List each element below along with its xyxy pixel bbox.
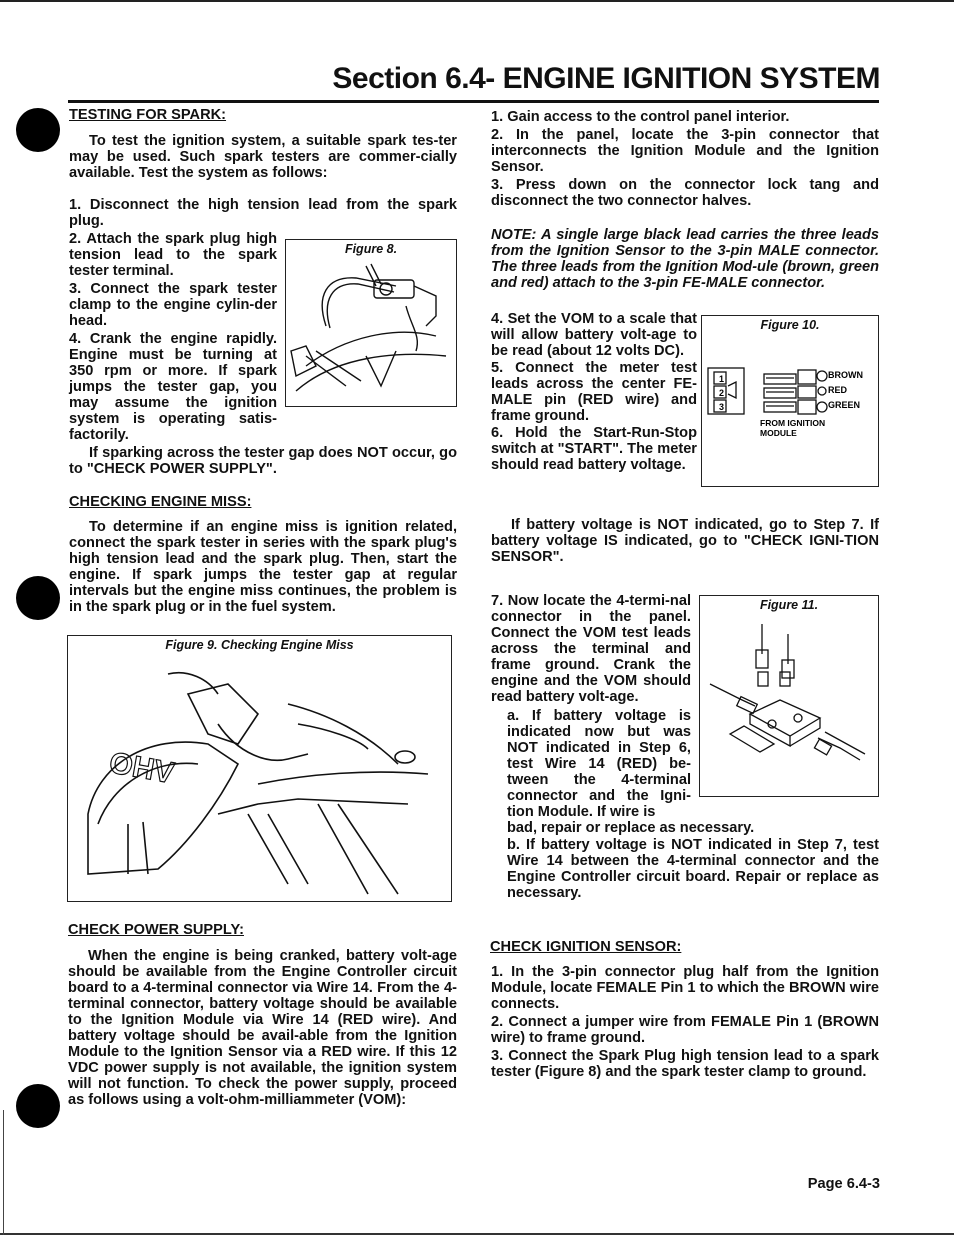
terminal-steps-wrap bbox=[491, 593, 691, 820]
wire-red-label: RED bbox=[828, 385, 848, 395]
scan-edge-top bbox=[0, 0, 954, 2]
power-text: When the engine is being cranked, battery volt-age should be available from the Engine Controller circuit board to a 4-terminal connector via Wire 14. From the 4-terminal connector, battery voltage should be available to the Ignition Module via Wire 14 (RED wire). And battery voltage should be avail-able from the Ignition Module to the Ignition Sensor via a RED wire. If this 12 VDC power supply is not available, the ignition system will not function. To check the power supply, proceed as follows using a volt-ohm-milliammeter (VOM): bbox=[68, 948, 457, 1108]
title-rule bbox=[68, 100, 879, 103]
figure-9-label: Figure 9. Checking Engine Miss bbox=[165, 638, 354, 652]
scan-edge-bottom bbox=[0, 1233, 954, 1235]
power-step-1: 1. Gain access to the control panel interior. bbox=[491, 109, 790, 125]
power-step-7: 7. Now locate the 4-termi-nal connector in the panel. Connect the VOM test leads across the terminal and frame ground. Crank the engine and the VOM should read battery volt-age. bbox=[491, 593, 691, 705]
engine-ohv-marking: OHV bbox=[106, 746, 177, 791]
spark-step-2: 2. Attach the spark plug high tension lead to the spark tester terminal. bbox=[69, 231, 277, 279]
connector-diagram bbox=[702, 356, 878, 486]
from-module-line2: MODULE bbox=[760, 428, 797, 438]
power-step-3: 3. Press down on the connector lock tang and disconnect the two connector halves. bbox=[491, 177, 879, 209]
sensor-step-1: 1. In the 3-pin connector plug half from the Ignition Module, locate FEMALE Pin 1 to which the BROWN wire connects. bbox=[491, 964, 879, 1012]
left-column bbox=[69, 107, 457, 1108]
spark-steps-with-figure bbox=[69, 231, 457, 443]
spark-steps-wrap bbox=[69, 231, 277, 443]
miss-text: To determine if an engine miss is ignition related, connect the spark tester in series with the spark plug's high tension lead and the spark plug. Then, start the engine. If spark jumps the tester gap at regular intervals but the engine miss continues, the problem is in the spark plug or in the fuel system. bbox=[69, 519, 457, 615]
power-step-2: 2. In the panel, locate the 3-pin connector that interconnects the Ignition Module and the Ignition Sensor. bbox=[491, 127, 879, 175]
figure-8-label: Figure 8. bbox=[344, 242, 398, 256]
figure-11 bbox=[699, 595, 879, 797]
figure-9 bbox=[67, 635, 452, 902]
binder-hole-bottom bbox=[16, 1084, 60, 1128]
spark-step-4: 4. Crank the engine rapidly. Engine must be turning at 350 rpm or more. If spark jumps the tester gap, you may assume the ignition system is operating satis-factorily. bbox=[69, 331, 277, 443]
page-title: Section 6.4- ENGINE IGNITION SYSTEM bbox=[332, 62, 880, 95]
power-step-7b: b. If battery voltage is NOT indicated in Step 7, test Wire 14 between the 4-terminal connector and the Engine Controller circuit board. Repair or replace as necessary. bbox=[507, 837, 879, 901]
power-step-4: 4. Set the VOM to a scale that will allow battery volt-age to be read (about 12 volts DC). bbox=[491, 311, 697, 359]
terminal-steps-with-figure bbox=[491, 593, 879, 820]
spark-step-1: 1. Disconnect the high tension lead from the spark plug. bbox=[69, 197, 457, 229]
testing-intro: To test the ignition system, a suitable spark tes-ter may be used. Such spark testers are commer-cially available. Test the system as follows: bbox=[69, 133, 457, 181]
page-number: Page 6.4-3 bbox=[807, 1176, 880, 1192]
vom-steps-wrap bbox=[491, 311, 697, 473]
binder-hole-top bbox=[16, 108, 60, 152]
sensor-step-3: 3. Connect the Spark Plug high tension lead to a spark tester (Figure 8) and the spark tester clamp to ground. bbox=[491, 1048, 879, 1080]
vom-steps-with-figure bbox=[491, 311, 879, 487]
four-terminal-connector-illustration bbox=[700, 614, 878, 794]
pin-3-label: 3 bbox=[719, 402, 725, 412]
wire-green-label: GREEN bbox=[828, 400, 861, 410]
spark-step-3: 3. Connect the spark tester clamp to the engine cylin-der head. bbox=[69, 281, 277, 329]
pin-1-label: 1 bbox=[719, 374, 725, 384]
sensor-step-2: 2. Connect a jumper wire from FEMALE Pin 1 (BROWN wire) to frame ground. bbox=[491, 1014, 879, 1046]
right-column bbox=[491, 109, 879, 1080]
wire-brown-label: BROWN bbox=[828, 370, 863, 380]
testing-heading: TESTING FOR SPARK: bbox=[69, 107, 227, 123]
figure-10-label: Figure 10. bbox=[760, 318, 820, 332]
power-step-5: 5. Connect the meter test leads across the center FE-MALE pin (RED wire) and frame ground. bbox=[491, 360, 697, 424]
engine-miss-illustration bbox=[68, 654, 451, 899]
power-step-6: 6. Hold the Start-Run-Stop switch at "START". The meter should read battery voltage. bbox=[491, 425, 697, 473]
figure-10 bbox=[701, 315, 879, 487]
connector-note: NOTE: A single large black lead carries the three leads from the Ignition Sensor to the 3-pin MALE connector. The three leads from the Ignition Mod-ule (brown, green and red) attach to the 3-pin FE-MALE connector. bbox=[491, 227, 879, 291]
miss-heading: CHECKING ENGINE MISS: bbox=[69, 494, 252, 510]
spark-tester-illustration bbox=[286, 256, 456, 406]
spark-if-not: If sparking across the tester gap does NOT occur, go to "CHECK POWER SUPPLY". bbox=[69, 445, 457, 477]
figure-8 bbox=[285, 239, 457, 407]
binder-hole-middle bbox=[16, 576, 60, 620]
power-step-7a-cont: bad, repair or replace as necessary. bbox=[507, 820, 755, 836]
scan-edge-left bbox=[3, 1110, 4, 1235]
power-heading: CHECK POWER SUPPLY: bbox=[68, 922, 244, 938]
sensor-heading: CHECK IGNITION SENSOR: bbox=[490, 939, 682, 955]
pin-2-label: 2 bbox=[719, 388, 725, 398]
power-step-7a: a. If battery voltage is indicated now but was NOT indicated in Step 6, test Wire 14 (RED) be-tween the 4-terminal connector and the Igni-tion Module. If wire is bbox=[507, 708, 691, 820]
figure-11-label: Figure 11. bbox=[759, 598, 819, 612]
from-module-line1: FROM IGNITION bbox=[760, 418, 826, 428]
battery-result: If battery voltage is NOT indicated, go to Step 7. If battery voltage IS indicated, go to "CHECK IGNI-TION SENSOR". bbox=[491, 517, 879, 565]
